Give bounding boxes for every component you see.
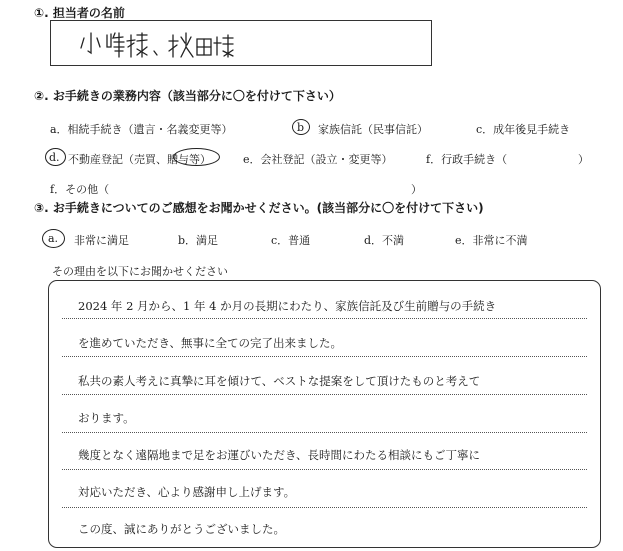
option-f-other[interactable]: f．その他（ [50, 183, 110, 196]
option-b-letter[interactable]: b [297, 121, 305, 134]
answer-line: 私共の素人考えに真摯に耳を傾けて、ベストな提案をして頂けたものと考えて [78, 374, 481, 388]
ruled-line [62, 507, 587, 508]
ruled-line [62, 394, 587, 395]
option-d-letter[interactable]: d. [49, 151, 60, 164]
selection-circle [173, 148, 220, 166]
option-e-corporate[interactable]: e．会社登記（設立・変更等） [243, 153, 393, 166]
q3-label: ③. お手続きについてのご感想をお聞かせください。(該当部分に〇を付けて下さい) [34, 201, 484, 215]
rating-neutral[interactable]: c．普通 [271, 234, 311, 247]
option-c-guardianship[interactable]: c．成年後見手続き [476, 123, 571, 136]
ruled-line [62, 469, 587, 470]
rating-satisfied[interactable]: b．満足 [178, 234, 219, 247]
name-field[interactable] [50, 20, 432, 66]
rating-very-satisfied[interactable]: 非常に満足 [74, 234, 129, 247]
ruled-line [62, 432, 587, 433]
rating-very-dissatisfied[interactable]: e．非常に不満 [455, 234, 528, 247]
option-d-real-estate[interactable]: 不動産登記（売買、贈与等） [68, 153, 211, 166]
rating-dissatisfied[interactable]: d．不満 [364, 234, 405, 247]
answer-line: を進めていただき、無事に全ての完了出来ました。 [78, 336, 343, 350]
answer-line: この度、誠にありがとうございました。 [78, 522, 285, 536]
q1-label: ①. 担当者の名前 [34, 6, 125, 20]
option-f-administrative-close: ） [578, 153, 589, 166]
ruled-line [62, 356, 587, 357]
option-a-inheritance[interactable]: a．相続手続き（遺言・名義変更等） [50, 123, 233, 136]
option-f-administrative[interactable]: f．行政手続き（ [426, 153, 508, 166]
answer-line: おります。 [78, 411, 135, 425]
option-b-family-trust[interactable]: 家族信託（民事信託） [318, 123, 428, 136]
answer-line: 2024 年 2 月から、1 年 4 か月の長期にわたり、家族信託及び生前贈与の手続き [78, 299, 497, 313]
q2-label: ②. お手続きの業務内容（該当部分に〇を付けて下さい） [34, 89, 341, 103]
reason-label: その理由を以下にお聞かせください [52, 265, 228, 278]
option-f-other-close: ） [411, 183, 422, 196]
answer-line: 幾度となく遠隔地まで足をお運びいただき、長時間にわたる相談にもご丁寧に [78, 448, 481, 462]
answer-line: 対応いただき、心より感謝申し上げます。 [78, 485, 296, 499]
handwritten-name [51, 21, 431, 65]
ruled-line [62, 318, 587, 319]
rating-a-letter[interactable]: a. [48, 232, 59, 245]
